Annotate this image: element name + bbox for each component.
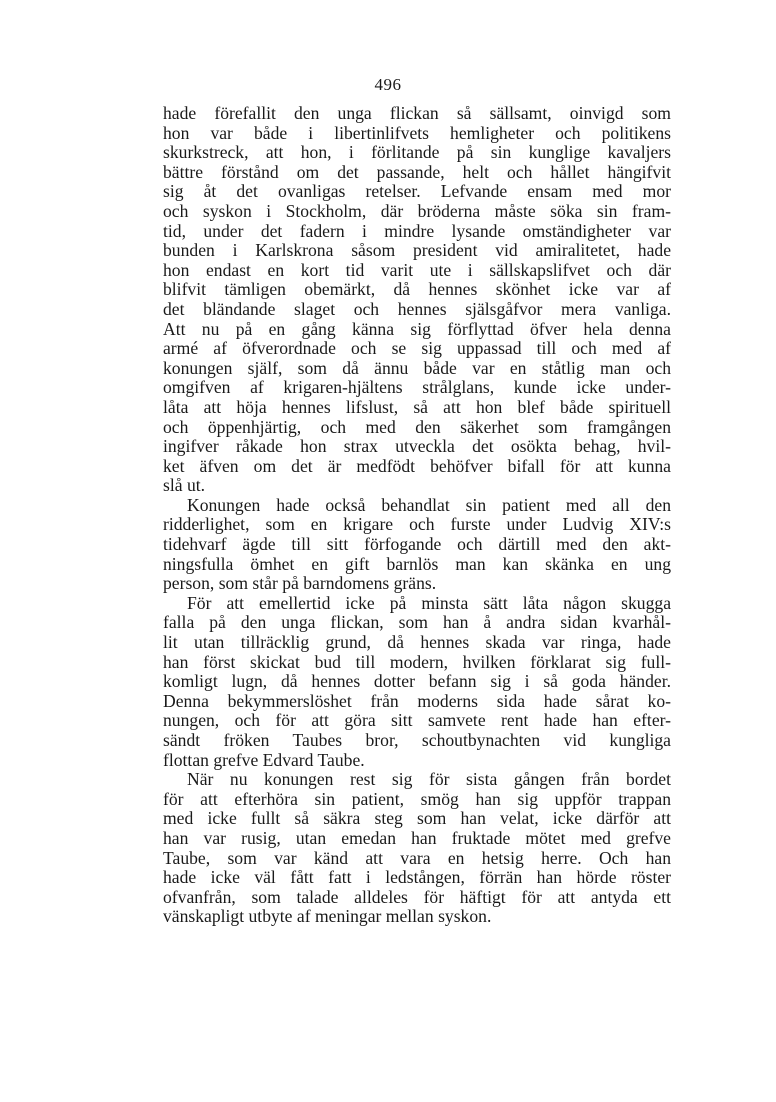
text-line: Att nu på en gång känna sig förflyttad öfver hela denna xyxy=(163,318,671,339)
text-line: skurkstreck, att hon, i förlitande på sin kunglige kavaljers xyxy=(163,142,671,163)
text-line: sig åt det ovanligas retelser. Lefvande ensam med mor xyxy=(163,181,671,202)
text-line: ofvanfrån, som talade alldeles för häftigt för att antyda ett xyxy=(163,886,671,907)
page-number: 496 xyxy=(374,75,402,94)
body-text xyxy=(163,104,671,927)
text-line: tid, under det fadern i mindre lysande omständigheter var xyxy=(163,220,671,241)
text-line: blifvit tämligen obemärkt, då hennes skönhet icke var af xyxy=(163,279,671,300)
text-line: slå ut. xyxy=(163,475,206,496)
text-line: lit utan tillräcklig grund, då hennes skada var ringa, hade xyxy=(163,632,671,653)
text-line: han först skickat bud till modern, hvilken förklarat sig full- xyxy=(163,651,671,672)
text-line: konungen själf, som då ännu både var en ståtlig man och xyxy=(163,357,671,378)
text-line: det bländande slaget och hennes själsgåfvor mera vanliga. xyxy=(163,298,671,319)
text-line: falla på den unga flickan, som han å andra sidan kvarhål- xyxy=(163,612,671,633)
paragraph xyxy=(163,104,671,496)
text-line: omgifven af krigaren-hjältens strålglans, kunde icke under- xyxy=(163,377,671,398)
text-line: vänskapligt utbyte af meningar mellan syskon. xyxy=(163,906,492,927)
text-line: ningsfulla ömhet en gift barnlös man kan skänka en ung xyxy=(163,553,671,574)
text-line: flottan grefve Edvard Taube. xyxy=(163,749,365,770)
text-line: bunden i Karlskrona såsom president vid amiralitetet, hade xyxy=(163,240,671,261)
text-line: och syskon i Stockholm, där bröderna måste söka sin fram- xyxy=(163,200,671,221)
text-line: hade icke väl fått fatt i ledstången, förrän han hörde röster xyxy=(163,867,671,888)
text-line: han var rusig, utan emedan han fruktade mötet med grefve xyxy=(163,827,671,848)
text-line: hon endast en kort tid varit ute i sällskapslifvet och där xyxy=(163,259,671,280)
text-line: För att emellertid icke på minsta sätt låta någon skugga xyxy=(187,592,671,613)
text-line: sändt fröken Taubes bror, schoutbynachten vid kungliga xyxy=(163,730,671,750)
text-line: Taube, som var känd att vara en hetsig herre. Och han xyxy=(163,847,671,868)
text-line: nungen, och för att göra sitt samvete rent hade han efter- xyxy=(163,710,671,731)
paragraph xyxy=(163,770,671,927)
text-line: bättre förstånd om det passande, helt och hållet hängifvit xyxy=(163,161,671,182)
text-line: för att efterhöra sin patient, smög han sig uppför trappan xyxy=(163,788,671,809)
text-line: hon var både i libertinlifvets hemligheter och politikens xyxy=(163,122,671,143)
text-line: med icke fullt så säkra steg som han velat, icke därför att xyxy=(163,808,671,829)
text-line: Konungen hade också behandlat sin patient med all den xyxy=(187,494,671,515)
text-line: ingifver råkade hon strax utveckla det osökta behag, hvil- xyxy=(163,436,671,457)
text-line: låta att höja hennes lifslust, så att hon blef både spirituell xyxy=(163,396,671,417)
text-line: och öppenhjärtig, och med den säkerhet som framgången xyxy=(163,416,671,437)
text-line: tidehvarf ägde till sitt förfogande och därtill med den akt- xyxy=(163,534,671,555)
paragraph xyxy=(163,496,671,594)
text-line: hade förefallit den unga flickan så sällsamt, oinvigd som xyxy=(163,103,671,123)
paragraph xyxy=(163,594,671,770)
text-line: ridderlighet, som en krigare och furste under Ludvig XIV:s xyxy=(163,514,671,535)
text-line: komligt lugn, då hennes dotter befann sig i så goda händer. xyxy=(163,671,671,692)
text-line: person, som står på barndomens gräns. xyxy=(163,573,437,594)
text-line: ket äfven om det är medfödt behöfver bifall för att kunna xyxy=(163,455,671,476)
text-line: När nu konungen rest sig för sista gången från bordet xyxy=(187,769,671,790)
text-line: armé af öfverordnade och se sig uppassad till och med af xyxy=(163,338,671,359)
text-line: Denna bekymmerslöshet från moderns sida hade sårat ko- xyxy=(163,690,671,711)
